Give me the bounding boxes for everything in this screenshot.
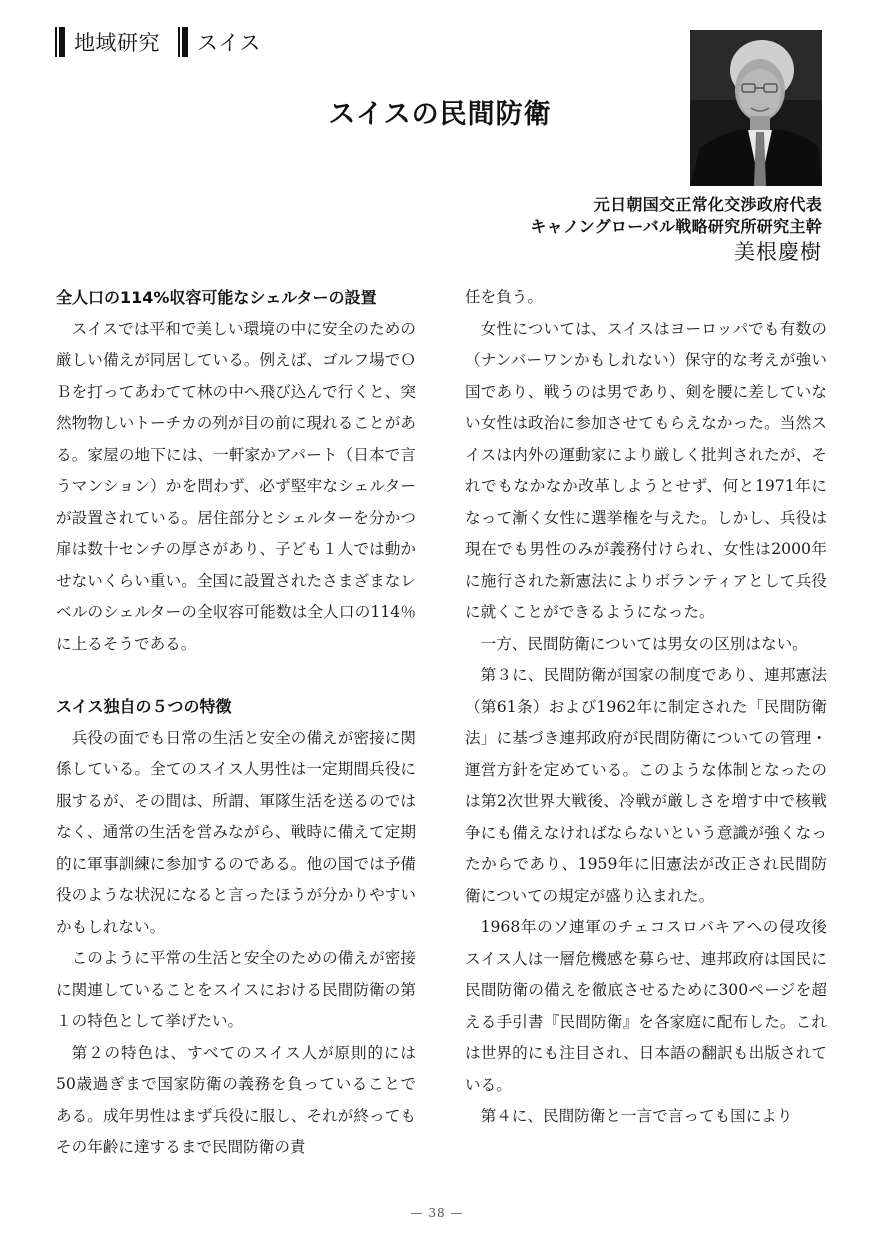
author-block	[530, 194, 822, 266]
header-category: 地域研究	[74, 31, 160, 55]
author-affiliation: 元日朝国交正常化交渉政府代表	[593, 195, 822, 214]
page-number: — 38 —	[410, 1206, 464, 1220]
section-heading: 全人口の114%収容可能なシェルターの設置	[56, 288, 377, 307]
body-paragraph: 第４に、民間防衛と一言で言っても国により	[480, 1107, 793, 1125]
header-region: スイス	[197, 31, 261, 55]
left-column	[56, 282, 416, 1164]
author-portrait-illustration	[690, 30, 822, 186]
body-paragraph: 任を負う。	[465, 288, 543, 306]
body-paragraph: このように平常の生活と安全のための備えが密接に関連していることをスイスにおける民間防衛の第１の特色として挙げたい。	[56, 949, 416, 1030]
body-paragraph: スイスでは平和で美しい環境の中に安全のための厳しい備えが同居している。例えば、ゴルフ場でＯＢを打ってあわてて林の中へ飛び込んで行くと、突然物物しいトーチカの列が目の前に現れることがある。家屋の地下には、一軒家かアパート（日本で言うマンション）かを問わず、必ず堅牢なシェルターが設置されている。居住部分とシェルターを分かつ扉は数十センチの厚さがあり、子ども１人では動かせないくらい重い。全国に設置されたさまざまなレベルのシェルターの全収容可能数は全人口の114％に上るそうである。	[56, 319, 416, 653]
body-paragraph: 第３に、民間防衛が国家の制度であり、連邦憲法（第61条）および1962年に制定された「民間防衛法」に基づき連邦政府が民間防衛についての管理・運営方針を定めている。このような体制となったのは第2次世界大戦後、冷戦が厳しさを増す中で核戦争にも備えなければならないという意識が強くなったからであり、1959年に旧憲法が改正され民間防衛についての規定が盛り込まれた。	[465, 666, 827, 905]
body-paragraph: 兵役の面でも日常の生活と安全の備えが密接に関係している。全てのスイス人男性は一定期間兵役に服するが、その間は、所謂、軍隊生活を送るのではなく、通常の生活を営みながら、戦時に備えて定期的に軍事訓練に参加するのである。他の国では予備役のような状況になると言ったほうが分かりやすいかもしれない。	[56, 728, 416, 936]
author-name: 美根慶樹	[734, 240, 822, 264]
body-paragraph: 一方、民間防衛については男女の区別はない。	[480, 634, 808, 653]
body-paragraph: 第２の特色は、すべてのスイス人が原則的には50歳過ぎまで国家防衛の義務を負っていることである。成年男性はまず兵役に服し、それが終ってもその年齢に達するまで民間防衛の責	[56, 1043, 416, 1156]
author-affiliation: キャノングローバル戦略研究所研究主幹	[530, 217, 822, 236]
section-header	[55, 24, 279, 60]
article-title: スイスの民間防衛	[328, 99, 552, 130]
header-bar-icon	[55, 27, 65, 57]
section-heading: スイス独自の５つの特徴	[56, 697, 232, 716]
author-portrait	[690, 30, 822, 186]
body-paragraph: 女性については、スイスはヨーロッパでも有数の（ナンバーワンかもしれない）保守的な考えが強い国であり、戦うのは男であり、剣を腰に差していない女性は政治に参加させてもらえなかった。当然スイスは内外の運動家により厳しく批判されたが、それでもなかなか改革しようとせず、何と1971年になって漸く女性に選挙権を与えた。しかし、兵役は現在でも男性のみが義務付けられ、女性は2000年に施行された新憲法によりボランティアとして兵役に就くことができるようになった。	[465, 319, 827, 621]
body-paragraph: 1968年のソ連軍のチェコスロバキアへの侵攻後スイス人は一層危機感を募らせ、連邦政府は国民に民間防衛の備えを徹底させるために300ページを超える手引書『民間防衛』を各家庭に配布した。これは世界的にも注目され、日本語の翻訳も出版されている。	[465, 918, 827, 1094]
header-bar-icon	[178, 27, 188, 57]
right-column	[465, 282, 827, 1133]
